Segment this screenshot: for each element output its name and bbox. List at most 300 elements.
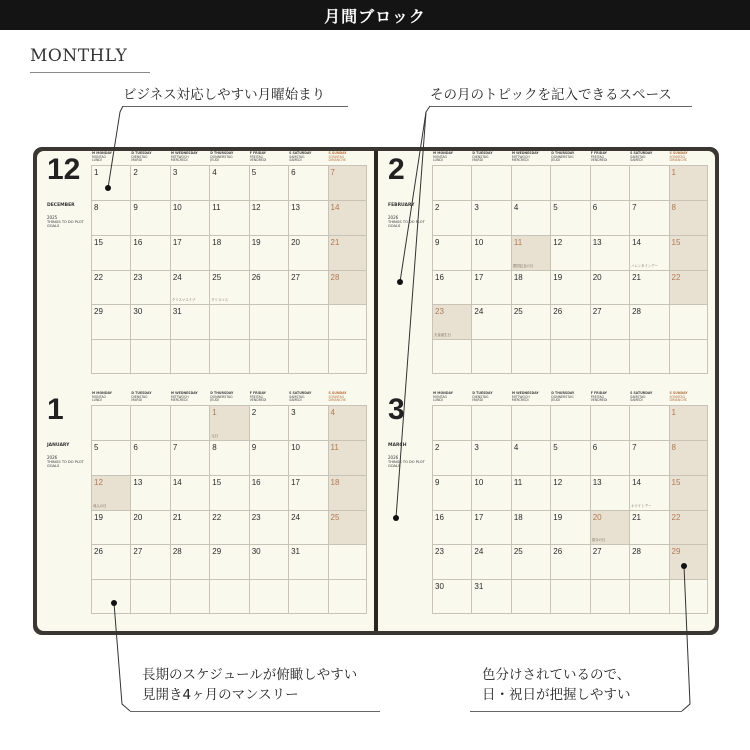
day-cell-holiday[interactable] — [669, 545, 708, 579]
day-cell[interactable] — [170, 580, 209, 613]
weekday-header — [432, 151, 471, 165]
day-cell[interactable] — [590, 305, 629, 339]
weekday-name-en: S SUNDAY — [669, 391, 688, 395]
day-cell[interactable] — [91, 441, 130, 475]
day-number: 10 — [291, 442, 301, 452]
day-cell-holiday[interactable] — [669, 441, 708, 475]
day-cell[interactable] — [328, 340, 367, 373]
day-cell[interactable] — [432, 340, 471, 373]
day-cell[interactable] — [249, 441, 288, 475]
day-number: 4 — [513, 202, 519, 212]
month-number: 3 — [388, 393, 405, 426]
day-cell[interactable] — [130, 340, 169, 373]
day-number: 13 — [291, 202, 301, 212]
day-cell[interactable] — [288, 166, 327, 200]
day-cell[interactable] — [130, 201, 169, 235]
day-cell[interactable] — [170, 476, 209, 510]
day-cell[interactable] — [288, 305, 327, 339]
month-number: 12 — [47, 153, 81, 186]
day-cell[interactable] — [91, 236, 130, 270]
day-cell[interactable] — [249, 580, 288, 613]
day-cell[interactable] — [629, 545, 668, 579]
day-cell[interactable] — [91, 340, 130, 373]
day-cell-holiday[interactable] — [328, 476, 367, 510]
weekday-name-fr: LUNDI — [433, 398, 443, 403]
day-cell[interactable] — [511, 545, 550, 579]
weekday-name-en: D THURSDAY — [210, 391, 234, 395]
day-number: 5 — [94, 442, 99, 452]
weekday-name-de: MITTWOCH — [170, 154, 189, 159]
day-cell[interactable] — [130, 236, 169, 270]
day-number: 17 — [474, 512, 484, 522]
day-cell[interactable] — [130, 580, 169, 613]
day-number: 25 — [513, 307, 523, 317]
day-cell[interactable] — [170, 166, 209, 200]
day-number: 17 — [172, 237, 182, 247]
day-cell[interactable] — [249, 271, 288, 305]
day-cell-holiday[interactable] — [669, 271, 708, 305]
day-cell[interactable] — [629, 201, 668, 235]
day-cell[interactable] — [629, 511, 668, 545]
weekday-name-de: DIENSTAG — [131, 394, 148, 399]
day-number: 14 — [632, 237, 642, 247]
day-cell[interactable] — [328, 545, 367, 579]
weekday-name-de: DONNERSTAG — [551, 154, 574, 159]
weekday-name-de: DONNERSTAG — [210, 394, 233, 399]
day-cell-holiday[interactable] — [91, 476, 130, 510]
callout-underline — [470, 711, 682, 712]
day-number: 21 — [632, 512, 642, 522]
day-cell[interactable] — [91, 511, 130, 545]
day-cell-holiday[interactable] — [669, 166, 708, 200]
day-cell[interactable] — [590, 236, 629, 270]
day-number: 18 — [212, 237, 222, 247]
day-cell[interactable] — [590, 166, 629, 200]
month-calendar-grid — [91, 391, 367, 614]
week-row — [432, 200, 708, 235]
day-cell[interactable] — [629, 476, 668, 510]
day-cell[interactable] — [91, 545, 130, 579]
day-cell[interactable] — [170, 340, 209, 373]
weekday-name-de: DIENSTAG — [472, 394, 489, 399]
day-cell[interactable] — [629, 166, 668, 200]
day-cell[interactable] — [288, 406, 327, 440]
week-row — [91, 405, 367, 440]
day-cell-holiday[interactable] — [669, 476, 708, 510]
week-row — [91, 235, 367, 270]
weekday-name-de: SONNTAG — [328, 394, 345, 399]
weekday-header — [130, 151, 169, 165]
day-cell[interactable] — [249, 545, 288, 579]
day-number: 17 — [474, 272, 484, 282]
week-row — [432, 475, 708, 510]
weekday-name-de: FREITAG — [590, 394, 604, 399]
planner-spread — [33, 147, 719, 635]
day-cell-holiday[interactable] — [328, 441, 367, 475]
day-cell[interactable] — [550, 580, 589, 613]
weekday-header — [170, 151, 209, 165]
weekday-name-fr: SAMEDI — [630, 158, 643, 163]
month-block — [37, 391, 374, 631]
day-cell[interactable] — [130, 511, 169, 545]
day-cell-holiday[interactable] — [432, 305, 471, 339]
day-number: 24 — [474, 307, 484, 317]
day-cell-holiday[interactable] — [669, 511, 708, 545]
day-number: 18 — [330, 477, 340, 487]
holiday-name: 建国記念の日 — [512, 263, 534, 268]
day-cell[interactable] — [590, 201, 629, 235]
day-cell[interactable] — [432, 511, 471, 545]
day-cell[interactable] — [471, 236, 510, 270]
right-page — [378, 151, 715, 631]
day-cell[interactable] — [669, 340, 708, 373]
day-cell[interactable] — [471, 406, 510, 440]
day-cell[interactable] — [91, 166, 130, 200]
month-name: MARCH — [388, 443, 407, 448]
day-number: 22 — [671, 512, 681, 522]
day-cell[interactable] — [209, 545, 248, 579]
day-cell[interactable] — [170, 441, 209, 475]
day-cell[interactable] — [471, 271, 510, 305]
weekday-name-de: SONNTAG — [328, 154, 345, 159]
day-cell[interactable] — [170, 545, 209, 579]
day-cell[interactable] — [471, 476, 510, 510]
day-number: 31 — [291, 547, 301, 557]
day-number: 7 — [632, 442, 637, 452]
day-cell[interactable] — [669, 305, 708, 339]
day-cell[interactable] — [249, 340, 288, 373]
month-number: 1 — [47, 393, 64, 426]
weekday-name-en: D TUESDAY — [472, 391, 493, 395]
day-number: 15 — [671, 477, 681, 487]
day-cell[interactable] — [249, 476, 288, 510]
day-cell[interactable] — [432, 271, 471, 305]
header-title-bar — [0, 0, 750, 30]
day-number: 19 — [251, 237, 261, 247]
day-cell[interactable] — [550, 406, 589, 440]
day-number: 9 — [435, 237, 440, 247]
day-cell[interactable] — [669, 580, 708, 613]
weekday-name-en: M MONDAY — [92, 151, 112, 155]
day-cell[interactable] — [511, 305, 550, 339]
weekday-name-en: F FRIDAY — [249, 151, 266, 155]
day-cell[interactable] — [471, 511, 510, 545]
day-cell-holiday[interactable] — [328, 271, 367, 305]
day-cell[interactable] — [550, 340, 589, 373]
weekday-name-de: MONTAG — [433, 394, 447, 399]
day-cell[interactable] — [91, 305, 130, 339]
day-cell[interactable] — [130, 406, 169, 440]
day-cell[interactable] — [550, 545, 589, 579]
day-cell[interactable] — [550, 441, 589, 475]
day-cell[interactable] — [249, 406, 288, 440]
day-cell[interactable] — [209, 271, 248, 305]
day-cell[interactable] — [511, 166, 550, 200]
day-number: 11 — [513, 477, 523, 487]
day-cell[interactable] — [629, 406, 668, 440]
day-number: 10 — [474, 477, 484, 487]
day-number: 19 — [553, 272, 563, 282]
day-number: 12 — [94, 477, 103, 487]
day-cell-holiday[interactable] — [209, 406, 248, 440]
holiday-name: 天皇誕生日 — [434, 333, 451, 338]
weekday-name-en: D TUESDAY — [131, 391, 152, 395]
month-block — [378, 391, 715, 631]
day-cell[interactable] — [209, 511, 248, 545]
week-row — [91, 304, 367, 339]
week-row — [432, 235, 708, 270]
weekday-name-fr: MARDI — [472, 158, 483, 163]
weekday-name-en: D TUESDAY — [131, 151, 152, 155]
day-number: 8 — [212, 442, 217, 452]
day-cell[interactable] — [328, 305, 367, 339]
day-cell[interactable] — [511, 340, 550, 373]
day-cell[interactable] — [130, 305, 169, 339]
day-number: 14 — [172, 477, 182, 487]
weekday-name-de: MONTAG — [92, 394, 106, 399]
day-cell[interactable] — [550, 201, 589, 235]
day-number: 20 — [592, 512, 602, 522]
day-cell[interactable] — [288, 476, 327, 510]
month-name: FEBRUARY — [388, 203, 415, 208]
day-cell-holiday[interactable] — [328, 236, 367, 270]
weekday-name-fr: MARDI — [131, 398, 142, 403]
weekday-name-fr: VENDREDI — [249, 158, 267, 163]
day-cell[interactable] — [590, 406, 629, 440]
day-cell-holiday[interactable] — [669, 236, 708, 270]
day-cell[interactable] — [629, 340, 668, 373]
day-number: 4 — [212, 168, 217, 177]
day-number: 26 — [553, 307, 563, 317]
day-number: 7 — [330, 168, 335, 177]
day-cell[interactable] — [629, 271, 668, 305]
day-cell[interactable] — [170, 305, 209, 339]
day-cell[interactable] — [130, 166, 169, 200]
day-cell[interactable] — [629, 236, 668, 270]
day-cell[interactable] — [511, 406, 550, 440]
day-cell[interactable] — [170, 271, 209, 305]
weekday-name-en: S SATURDAY — [289, 151, 312, 155]
month-todo-label: THINGS TO DO PLOT GOALS — [47, 220, 84, 229]
day-cell[interactable] — [629, 441, 668, 475]
weekday-header — [432, 391, 471, 405]
day-cell[interactable] — [209, 340, 248, 373]
day-number: 2 — [435, 442, 440, 452]
weekday-header — [249, 391, 288, 405]
day-number: 22 — [94, 272, 103, 282]
day-cell[interactable] — [590, 476, 629, 510]
day-number: 6 — [592, 202, 598, 212]
week-row — [432, 544, 708, 579]
day-cell-holiday[interactable] — [511, 236, 550, 270]
day-cell[interactable] — [629, 580, 668, 613]
day-number: 18 — [513, 272, 523, 282]
weekday-name-fr: LUNDI — [433, 158, 443, 163]
weekday-name-en: M MONDAY — [433, 391, 453, 395]
day-cell[interactable] — [550, 511, 589, 545]
day-number: 2 — [251, 408, 257, 417]
holiday-name: ホワイトデー — [631, 503, 652, 508]
day-number: 6 — [291, 168, 296, 177]
day-cell[interactable] — [249, 201, 288, 235]
day-cell[interactable] — [432, 236, 471, 270]
week-row — [91, 544, 367, 579]
day-cell[interactable] — [91, 406, 130, 440]
day-cell[interactable] — [471, 305, 510, 339]
weekday-name-de: MONTAG — [433, 154, 447, 159]
weekday-name-fr: MERCREDI — [511, 158, 529, 163]
day-cell[interactable] — [288, 511, 327, 545]
day-number: 28 — [172, 547, 182, 557]
day-cell[interactable] — [550, 271, 589, 305]
weekday-name-de: DIENSTAG — [131, 154, 148, 159]
day-cell-holiday[interactable] — [669, 406, 708, 440]
day-number: 30 — [133, 307, 143, 317]
day-cell[interactable] — [471, 545, 510, 579]
day-cell[interactable] — [170, 201, 209, 235]
day-cell[interactable] — [209, 580, 248, 613]
day-cell[interactable] — [328, 580, 367, 613]
day-cell[interactable] — [590, 580, 629, 613]
day-cell[interactable] — [550, 476, 589, 510]
weekday-name-de: FREITAG — [249, 394, 263, 399]
day-cell[interactable] — [550, 305, 589, 339]
day-cell-holiday[interactable] — [669, 201, 708, 235]
day-cell[interactable] — [432, 166, 471, 200]
day-number: 29 — [671, 547, 681, 557]
day-number: 12 — [251, 202, 261, 212]
day-cell[interactable] — [170, 236, 209, 270]
weekday-header — [669, 391, 708, 405]
weekday-header — [550, 391, 589, 405]
weekday-name-fr: LUNDI — [92, 158, 102, 163]
holiday-name: 春分の日 — [591, 538, 606, 543]
day-number: 23 — [435, 547, 444, 557]
day-cell[interactable] — [471, 201, 510, 235]
day-cell[interactable] — [432, 476, 471, 510]
day-cell[interactable] — [511, 476, 550, 510]
day-cell[interactable] — [511, 201, 550, 235]
weekday-name-en: M WEDNESDAY — [511, 391, 539, 395]
weekday-name-de: DONNERSTAG — [210, 154, 233, 159]
day-number: 3 — [474, 202, 479, 212]
weekday-header — [209, 151, 248, 165]
day-cell[interactable] — [288, 340, 327, 373]
weekday-name-de: SONNTAG — [669, 154, 686, 159]
weekday-header — [130, 391, 169, 405]
day-cell[interactable] — [432, 406, 471, 440]
day-cell[interactable] — [209, 236, 248, 270]
day-cell[interactable] — [130, 441, 169, 475]
day-number: 29 — [212, 547, 222, 557]
day-number: 23 — [251, 512, 261, 522]
day-cell[interactable] — [130, 545, 169, 579]
day-cell[interactable] — [91, 580, 130, 613]
day-cell[interactable] — [511, 580, 550, 613]
day-cell[interactable] — [629, 305, 668, 339]
day-cell[interactable] — [130, 271, 169, 305]
day-cell-holiday[interactable] — [328, 166, 367, 200]
day-cell[interactable] — [550, 166, 589, 200]
day-cell[interactable] — [209, 441, 248, 475]
weekday-name-en: S SUNDAY — [328, 151, 347, 155]
day-cell[interactable] — [590, 545, 629, 579]
day-cell[interactable] — [590, 271, 629, 305]
month-calendar-grid — [432, 151, 708, 374]
month-name: JANUARY — [47, 443, 70, 448]
month-calendar-grid — [432, 391, 708, 614]
day-cell[interactable] — [209, 201, 248, 235]
day-number: 25 — [330, 512, 340, 522]
day-number: 1 — [671, 408, 676, 417]
day-cell[interactable] — [91, 271, 130, 305]
day-cell[interactable] — [249, 511, 288, 545]
day-cell[interactable] — [288, 236, 327, 270]
day-cell[interactable] — [432, 545, 471, 579]
day-number: 27 — [133, 547, 143, 557]
day-cell[interactable] — [471, 340, 510, 373]
day-number: 6 — [592, 442, 598, 452]
day-cell[interactable] — [511, 271, 550, 305]
day-number: 23 — [133, 272, 143, 282]
day-cell[interactable] — [432, 441, 471, 475]
day-cell-holiday[interactable] — [590, 511, 629, 545]
day-cell[interactable] — [209, 166, 248, 200]
day-cell[interactable] — [249, 305, 288, 339]
day-cell[interactable] — [130, 476, 169, 510]
day-cell[interactable] — [91, 201, 130, 235]
day-cell[interactable] — [170, 406, 209, 440]
day-cell[interactable] — [471, 166, 510, 200]
week-row — [432, 270, 708, 305]
day-cell[interactable] — [288, 545, 327, 579]
day-cell[interactable] — [249, 236, 288, 270]
weekday-name-fr: JEUDI — [551, 158, 560, 163]
day-cell[interactable] — [209, 476, 248, 510]
day-cell[interactable] — [288, 441, 327, 475]
weekday-name-de: SAMSTAG — [289, 394, 305, 399]
day-number: 9 — [435, 477, 440, 487]
day-cell-holiday[interactable] — [328, 201, 367, 235]
week-row — [91, 475, 367, 510]
day-cell[interactable] — [249, 166, 288, 200]
day-cell[interactable] — [511, 511, 550, 545]
day-cell[interactable] — [209, 305, 248, 339]
weekday-header — [471, 151, 510, 165]
day-cell[interactable] — [288, 271, 327, 305]
day-cell[interactable] — [471, 580, 510, 613]
day-cell[interactable] — [550, 236, 589, 270]
day-cell[interactable] — [288, 580, 327, 613]
day-cell-holiday[interactable] — [328, 406, 367, 440]
weekday-name-fr: MARDI — [131, 158, 142, 163]
day-cell[interactable] — [590, 441, 629, 475]
day-cell[interactable] — [471, 441, 510, 475]
day-cell[interactable] — [432, 201, 471, 235]
day-cell-holiday[interactable] — [328, 511, 367, 545]
weekday-name-de: FREITAG — [249, 154, 263, 159]
day-cell[interactable] — [590, 340, 629, 373]
day-cell[interactable] — [432, 580, 471, 613]
day-cell[interactable] — [170, 511, 209, 545]
month-calendar-grid — [91, 151, 367, 374]
day-cell[interactable] — [288, 201, 327, 235]
week-row — [432, 304, 708, 339]
day-cell[interactable] — [511, 441, 550, 475]
weekday-name-en: F FRIDAY — [249, 391, 266, 395]
day-number: 14 — [632, 477, 642, 487]
day-number: 24 — [291, 512, 301, 522]
